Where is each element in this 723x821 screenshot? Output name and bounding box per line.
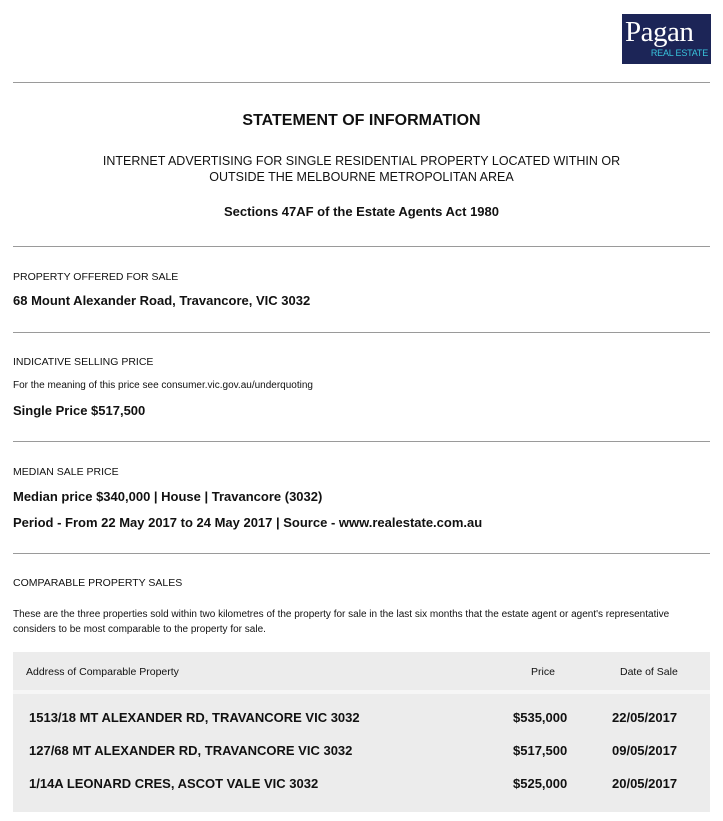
underquoting-note: For the meaning of this price see consumer.vic.gov.au/underquoting xyxy=(13,380,313,391)
comparable-description-line-1: These are the three properties sold within two kilometres of the property for sale in the last six months that the estate agent or agent's representative xyxy=(13,609,670,620)
table-header xyxy=(13,652,710,690)
row-date: 09/05/2017 xyxy=(612,743,678,758)
row-address: 1/14A LEONARD CRES, ASCOT VALE VIC 3032 xyxy=(29,776,319,791)
divider xyxy=(13,553,710,554)
row-address: 1513/18 MT ALEXANDER RD, TRAVANCORE VIC 3032 xyxy=(29,710,360,725)
subtitle-line-1: INTERNET ADVERTISING FOR SINGLE RESIDENTIAL PROPERTY LOCATED WITHIN OR xyxy=(102,154,621,168)
pagan-real-estate-logo xyxy=(622,14,711,64)
header-separator xyxy=(13,690,710,694)
divider xyxy=(13,441,710,442)
indicative-price-label: INDICATIVE SELLING PRICE xyxy=(13,356,154,368)
comparable-description xyxy=(13,607,713,637)
column-header-address: Address of Comparable Property xyxy=(26,666,179,678)
table-row xyxy=(13,710,710,743)
median-price-label: MEDIAN SALE PRICE xyxy=(13,466,119,478)
row-price: $525,000 xyxy=(513,776,568,791)
column-header-price: Price xyxy=(531,666,555,678)
table-row xyxy=(13,776,710,809)
page-subtitle xyxy=(0,153,723,185)
property-label: PROPERTY OFFERED FOR SALE xyxy=(13,271,179,283)
median-period-line: Period - From 22 May 2017 to 24 May 2017 | Source - www.realestate.com.au xyxy=(13,515,483,530)
subtitle-line-2: OUTSIDE THE MELBOURNE METROPOLITAN AREA xyxy=(209,170,514,184)
divider xyxy=(13,82,710,83)
row-price: $517,500 xyxy=(513,743,568,758)
comparable-description-line-2: considers to be most comparable to the property for sale. xyxy=(13,624,266,635)
comparable-sales-table xyxy=(13,652,710,812)
logo-subtitle: REAL ESTATE xyxy=(650,48,708,58)
act-sections: Sections 47AF of the Estate Agents Act 1980 xyxy=(223,204,499,219)
page-title: STATEMENT OF INFORMATION xyxy=(242,112,481,129)
row-date: 22/05/2017 xyxy=(612,710,678,725)
divider xyxy=(13,246,710,247)
logo-name: Pagan xyxy=(625,16,694,48)
median-price-line: Median price $340,000 | House | Travancore (3032) xyxy=(13,489,323,504)
single-price: Single Price $517,500 xyxy=(13,403,146,418)
divider xyxy=(13,332,710,333)
row-address: 127/68 MT ALEXANDER RD, TRAVANCORE VIC 3032 xyxy=(29,743,353,758)
property-address: 68 Mount Alexander Road, Travancore, VIC 3032 xyxy=(13,293,311,308)
row-date: 20/05/2017 xyxy=(612,776,678,791)
table-row xyxy=(13,743,710,776)
comparable-sales-label: COMPARABLE PROPERTY SALES xyxy=(13,577,183,589)
row-price: $535,000 xyxy=(513,710,568,725)
column-header-date: Date of Sale xyxy=(620,666,678,678)
